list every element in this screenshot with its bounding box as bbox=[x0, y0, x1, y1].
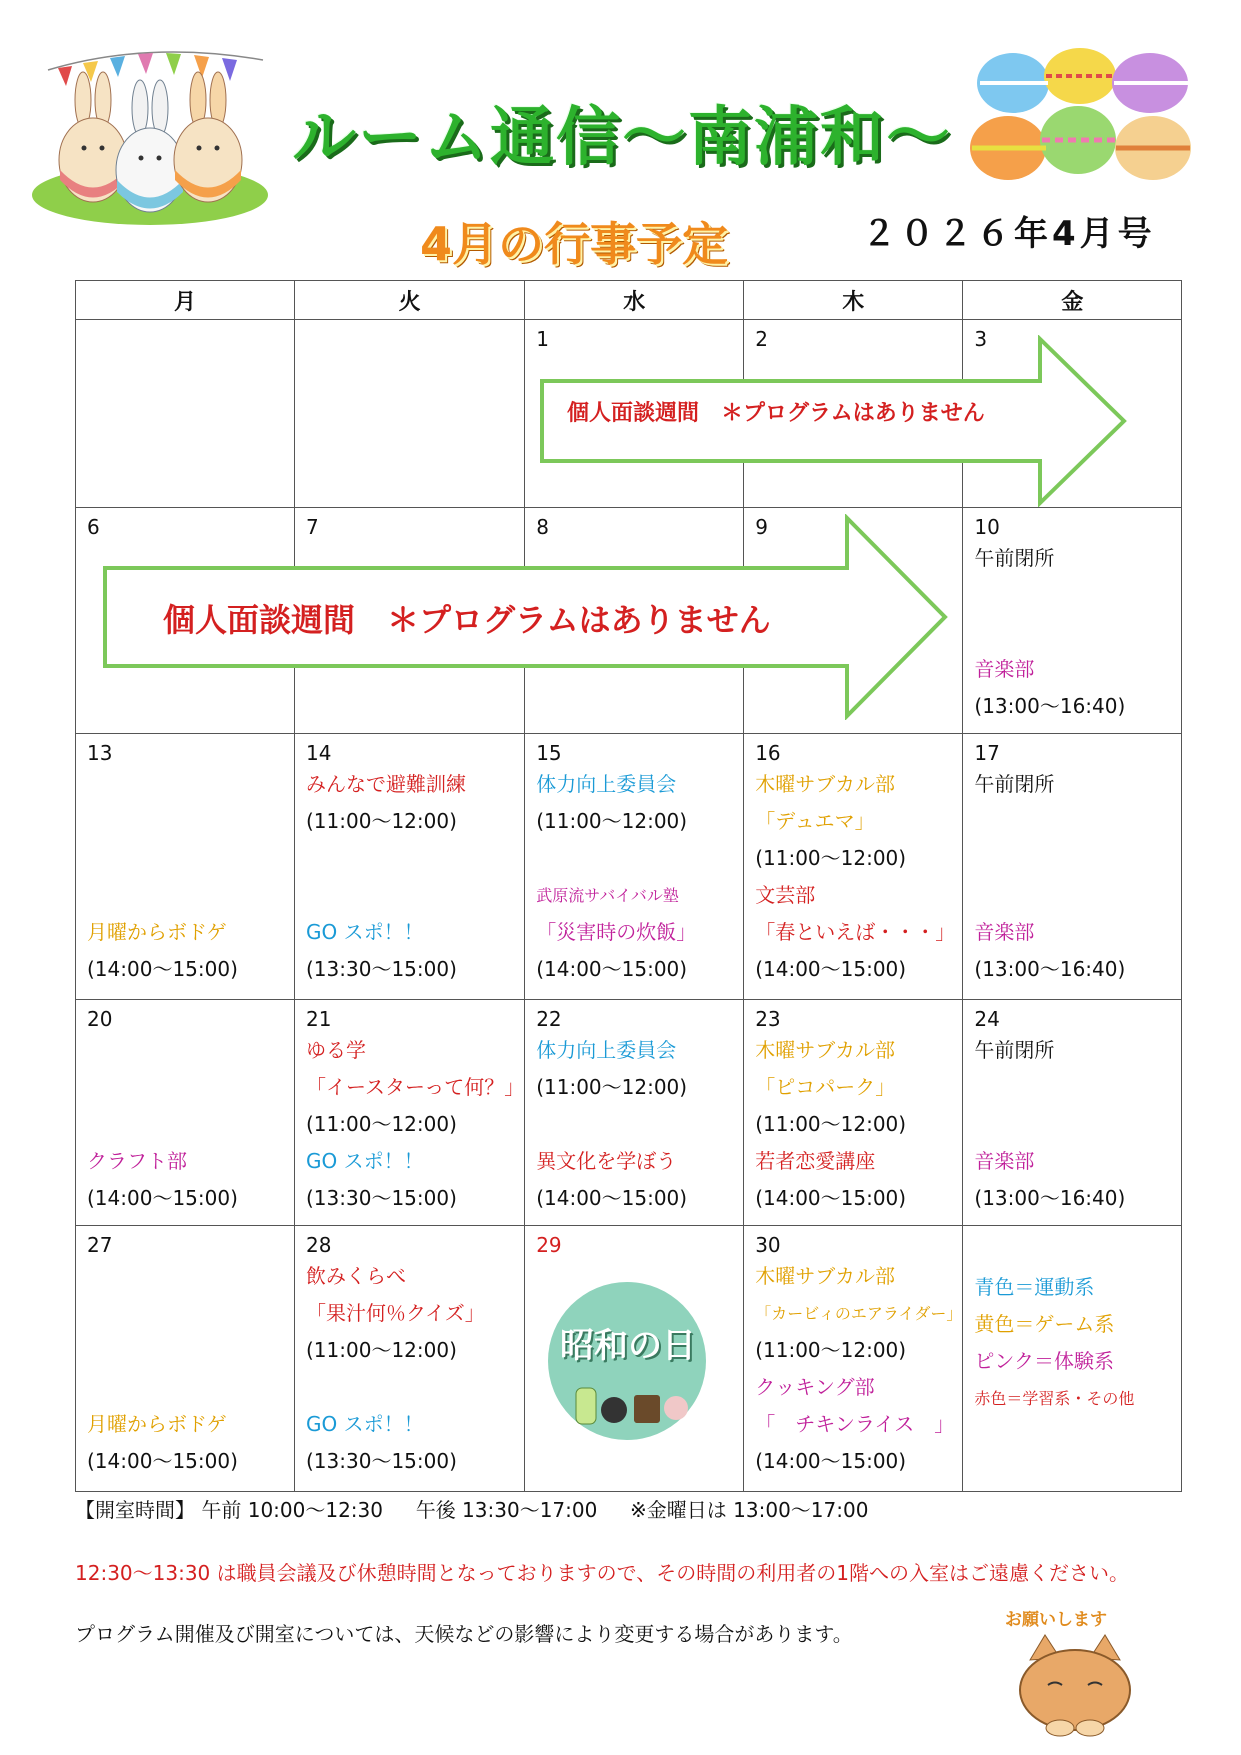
day-cell bbox=[295, 734, 525, 1000]
event-line: 黄色＝ゲーム系 bbox=[974, 1312, 1115, 1336]
event-line: (13:30～15:00) bbox=[306, 1186, 457, 1210]
event-line: 飲みくらべ bbox=[306, 1264, 406, 1288]
day-number: 13 bbox=[87, 741, 113, 765]
event-line: 「春といえば・・・」 bbox=[755, 920, 956, 944]
event-line bbox=[974, 577, 1181, 614]
event-line: 体力向上委員会 bbox=[536, 1038, 677, 1062]
day-number: 22 bbox=[536, 1007, 562, 1031]
event-line: (14:00～15:00) bbox=[536, 957, 688, 981]
day-number bbox=[87, 320, 294, 326]
event-line: 「イースターって何？」 bbox=[306, 1075, 525, 1099]
event-line bbox=[974, 803, 1181, 840]
day-cell bbox=[963, 1000, 1182, 1226]
day-number: 8 bbox=[536, 515, 549, 539]
weekday-header: 金 bbox=[963, 281, 1182, 320]
event-line: ゆる学 bbox=[306, 1038, 366, 1062]
day-cell bbox=[744, 734, 963, 1000]
day-number: 28 bbox=[306, 1233, 332, 1257]
day-number: 9 bbox=[755, 515, 768, 539]
day-cell-content bbox=[295, 320, 524, 326]
event-line: (14:00～15:00) bbox=[755, 957, 907, 981]
event-line: 赤色＝学習系・その他 bbox=[974, 1389, 1135, 1408]
day-number: 20 bbox=[87, 1007, 113, 1031]
cat-caption: お願いします bbox=[1005, 1610, 1107, 1630]
event-line bbox=[536, 1106, 743, 1143]
day-number: 14 bbox=[306, 741, 332, 765]
event-line: 若者恋愛講座 bbox=[755, 1149, 876, 1173]
opening-hours: 【開室時間】 午前 10:00～12:30 午後 13:30～17:00 ※金曜日は 13:00～17:00 bbox=[75, 1498, 869, 1522]
day-number: 30 bbox=[755, 1233, 781, 1257]
day-cell bbox=[295, 320, 525, 508]
event-line bbox=[974, 840, 1181, 877]
event-line: 音楽部 bbox=[974, 1149, 1035, 1173]
day-cell-content bbox=[963, 734, 1181, 988]
weekday-header: 木 bbox=[744, 281, 963, 320]
day-number: 23 bbox=[755, 1007, 781, 1031]
event-line bbox=[87, 803, 294, 840]
event-line: (14:00～15:00) bbox=[755, 1186, 907, 1210]
schedule-subtitle: 4月の行事予定 bbox=[420, 217, 729, 271]
easter-bunnies-illustration bbox=[28, 30, 273, 230]
day-cell-content bbox=[76, 320, 294, 326]
event-line: GO スポ！！ bbox=[306, 1412, 424, 1436]
event-line bbox=[974, 1069, 1181, 1106]
event-line: (13:00～16:40) bbox=[974, 694, 1126, 718]
event-line: (14:00～15:00) bbox=[87, 1186, 238, 1210]
event-line: ピンク＝体験系 bbox=[974, 1349, 1115, 1373]
day-number: 29 bbox=[536, 1233, 562, 1257]
event-line: 月曜からボドゲ bbox=[87, 920, 227, 944]
event-line: みんなで避難訓練 bbox=[306, 772, 466, 796]
day-number: 15 bbox=[536, 741, 562, 765]
event-line: 文芸部 bbox=[755, 883, 816, 907]
event-line bbox=[306, 840, 524, 877]
event-line bbox=[87, 1332, 294, 1369]
event-line bbox=[87, 766, 294, 803]
issue-label: ２０２６年4月号 bbox=[862, 214, 1156, 254]
day-cell bbox=[963, 734, 1182, 1000]
day-cell bbox=[525, 734, 744, 1000]
day-cell-content bbox=[76, 1000, 294, 1217]
event-line: (11:00～12:00) bbox=[306, 1112, 457, 1136]
event-line bbox=[974, 877, 1181, 914]
event-line: 木曜サブカル部 bbox=[755, 772, 896, 796]
week-row bbox=[76, 1000, 1182, 1226]
event-line: 「デュエマ」 bbox=[755, 809, 875, 833]
day-cell-content bbox=[76, 734, 294, 988]
event-line: (14:00～15:00) bbox=[755, 1449, 907, 1473]
week-row bbox=[76, 734, 1182, 1000]
day-number: 1 bbox=[536, 327, 549, 351]
event-line: 体力向上委員会 bbox=[536, 772, 677, 796]
day-cell-content bbox=[525, 1226, 743, 1258]
day-number: 21 bbox=[306, 1007, 332, 1031]
program-change-notice: プログラム開催及び開室については、天候などの影響により変更する場合があります。 bbox=[75, 1622, 853, 1646]
day-number: 3 bbox=[974, 327, 988, 351]
day-cell-content bbox=[295, 1226, 524, 1480]
day-cell bbox=[76, 1226, 295, 1492]
day-number: 2 bbox=[755, 327, 768, 351]
event-line: 「ピコパーク」 bbox=[755, 1075, 896, 1099]
event-line bbox=[306, 877, 524, 914]
event-line bbox=[306, 1369, 524, 1406]
event-line: 「災害時の炊飯」 bbox=[536, 920, 697, 944]
day-cell-content bbox=[963, 508, 1181, 725]
day-cell-content bbox=[744, 734, 962, 988]
event-line: クッキング部 bbox=[755, 1375, 875, 1399]
event-line bbox=[974, 614, 1181, 651]
event-line bbox=[87, 1032, 294, 1069]
showa-day-text: 昭和の日 bbox=[560, 1326, 696, 1366]
event-line: (11:00～12:00) bbox=[536, 809, 688, 833]
event-line: GO スポ！！ bbox=[306, 920, 424, 944]
event-line bbox=[87, 1369, 294, 1406]
event-line bbox=[87, 1106, 294, 1143]
day-number: 16 bbox=[755, 741, 781, 765]
event-line: (11:00～12:00) bbox=[755, 1338, 907, 1362]
event-line: 「カービィのエアライダー」 bbox=[755, 1304, 963, 1323]
event-line: 木曜サブカル部 bbox=[755, 1264, 896, 1288]
event-line: 異文化を学ぼう bbox=[536, 1149, 677, 1173]
event-line: 武原流サバイバル塾 bbox=[536, 886, 679, 905]
staff-meeting-notice: 12:30～13:30 は職員会議及び休憩時間となっておりますので、その時間の利用者の1階への入室はご遠慮ください。 bbox=[75, 1561, 1129, 1585]
event-line bbox=[87, 1295, 294, 1332]
week2-arrow-text: 個人面談週間 ＊プログラムはありません bbox=[163, 601, 771, 639]
day-cell-content bbox=[963, 1226, 1181, 1417]
event-line: (13:30～15:00) bbox=[306, 957, 457, 981]
day-number: 17 bbox=[974, 741, 1000, 765]
day-cell-content bbox=[744, 1226, 962, 1480]
event-line: (13:30～15:00) bbox=[306, 1449, 457, 1473]
event-line: (11:00～12:00) bbox=[306, 1338, 457, 1362]
event-line bbox=[536, 840, 743, 877]
day-cell bbox=[963, 1226, 1182, 1492]
event-line: 木曜サブカル部 bbox=[755, 1038, 896, 1062]
event-line: (13:00～16:40) bbox=[974, 1186, 1126, 1210]
event-line: 「 チキンライス 」 bbox=[755, 1412, 955, 1436]
event-line: (14:00～15:00) bbox=[536, 1186, 688, 1210]
event-line: 青色＝運動系 bbox=[974, 1275, 1095, 1299]
event-line: (11:00～12:00) bbox=[306, 809, 457, 833]
day-cell bbox=[744, 1226, 963, 1492]
event-line: 午前閉所 bbox=[974, 546, 1055, 570]
event-line: 「果汁何％クイズ」 bbox=[306, 1301, 485, 1325]
event-line: 音楽部 bbox=[974, 657, 1035, 681]
day-cell bbox=[295, 1226, 525, 1492]
event-line: (11:00～12:00) bbox=[755, 846, 907, 870]
day-cell-content bbox=[744, 1000, 962, 1217]
day-cell bbox=[76, 320, 295, 508]
event-line bbox=[87, 840, 294, 877]
event-line: (13:00～16:40) bbox=[974, 957, 1126, 981]
day-cell-content bbox=[525, 734, 743, 988]
day-cell bbox=[525, 1000, 744, 1226]
event-line: GO スポ！！ bbox=[306, 1149, 424, 1173]
event-line: 午前閉所 bbox=[974, 772, 1055, 796]
newsletter-title: ルーム通信～南浦和～ bbox=[292, 101, 952, 175]
event-line: (14:00～15:00) bbox=[87, 957, 238, 981]
event-line: クラフト部 bbox=[87, 1149, 187, 1173]
event-line: 午前閉所 bbox=[974, 1038, 1055, 1062]
event-line: 音楽部 bbox=[974, 920, 1035, 944]
day-cell bbox=[76, 1000, 295, 1226]
event-line bbox=[974, 1232, 1181, 1269]
day-number: 6 bbox=[87, 515, 100, 539]
easter-eggs-illustration bbox=[968, 48, 1198, 188]
event-line bbox=[87, 1258, 294, 1295]
day-cell bbox=[963, 508, 1182, 734]
day-cell bbox=[76, 734, 295, 1000]
day-number bbox=[306, 320, 524, 326]
event-line: (11:00～12:00) bbox=[536, 1075, 688, 1099]
event-line: 月曜からボドゲ bbox=[87, 1412, 227, 1436]
weekday-header: 水 bbox=[525, 281, 744, 320]
event-line bbox=[87, 1069, 294, 1106]
event-line bbox=[974, 1106, 1181, 1143]
day-number: 27 bbox=[87, 1233, 113, 1257]
week1-arrow-text: 個人面談週間 ＊プログラムはありません bbox=[567, 401, 985, 426]
day-cell-content bbox=[963, 1000, 1181, 1217]
day-cell bbox=[295, 1000, 525, 1226]
day-cell-content bbox=[295, 734, 524, 988]
event-line: (11:00～12:00) bbox=[755, 1112, 907, 1136]
weekday-header: 月 bbox=[76, 281, 295, 320]
day-cell-content bbox=[525, 1000, 743, 1217]
day-cell bbox=[744, 1000, 963, 1226]
weekday-header-row bbox=[76, 281, 1182, 320]
day-cell-content bbox=[295, 1000, 524, 1217]
day-number: 7 bbox=[306, 515, 319, 539]
day-cell-content bbox=[76, 1226, 294, 1480]
event-line bbox=[87, 877, 294, 914]
day-number: 24 bbox=[974, 1007, 1000, 1031]
event-line: (14:00～15:00) bbox=[87, 1449, 238, 1473]
day-number: 10 bbox=[974, 515, 1000, 539]
weekday-header: 火 bbox=[295, 281, 525, 320]
cat-bowing-illustration bbox=[1000, 1630, 1150, 1740]
